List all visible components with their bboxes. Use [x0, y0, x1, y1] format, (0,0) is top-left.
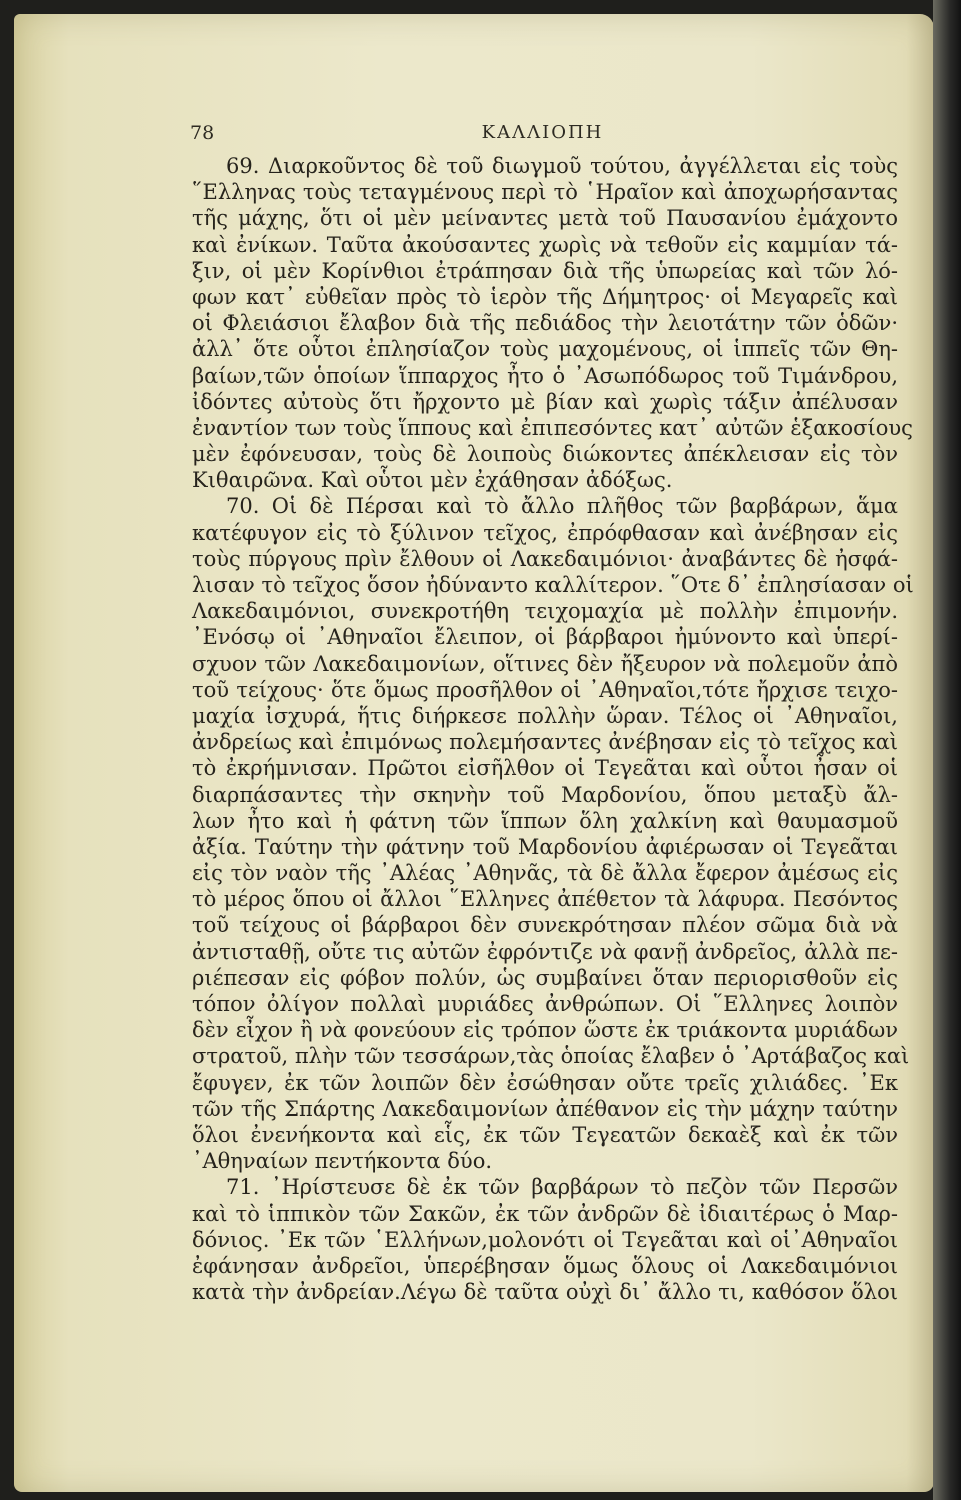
text-line: καὶ τὸ ἱππικὸν τῶν Σακῶν, ἐκ τῶν ἀνδρῶν δὲ ἰδιαιτέρως ὁ Μαρ-	[192, 1201, 898, 1226]
text-line: μὲν ἐφόνευσαν, τοὺς δὲ λοιποὺς διώκοντες ἀπέκλεισαν εἰς τὸν	[192, 442, 898, 467]
text-line: ἀντισταθῇ, οὔτε τις αὐτῶν ἐφρόντιζε νὰ φανῇ ἀνδρεῖος, ἀλλὰ πε-	[192, 939, 898, 964]
text-line: τῆς μάχης, ὅτι οἱ μὲν μείναντες μετὰ τοῦ Παυσανίου ἐμάχοντο	[192, 206, 898, 231]
book-edge	[933, 0, 961, 1500]
text-line: τὸ ἐκρήμνισαν. Πρῶτοι εἰσῆλθον οἱ Τεγεᾶται καὶ οὗτοι ἦσαν οἱ	[192, 756, 898, 781]
text-line: δόνιος. ᾿Εκ τῶν ῾Ελλήνων,μολονότι οἱ Τεγεᾶται καὶ οἱ᾿Αθηναῖοι	[192, 1227, 898, 1252]
text-line: καὶ ἐνίκων. Ταῦτα ἀκούσαντες χωρὶς νὰ τεθοῦν εἰς καμμίαν τά-	[192, 232, 898, 257]
text-line: τοῦ τείχους· ὅτε ὅμως προσῆλθον οἱ ᾿Αθηναῖοι,τότε ἤρχισε τειχο-	[192, 677, 898, 702]
text-line: ἐναντίον των τοὺς ἵππους καὶ ἐπιπεσόντες κατ᾿ αὐτῶν ἑξακοσίους	[192, 415, 913, 440]
text-line: ἀλλ᾿ ὅτε οὗτοι ἐπλησίαζον τοὺς μαχομένους, οἱ ἱππεῖς τῶν Θη-	[192, 337, 898, 362]
page-number: 78	[190, 122, 215, 144]
text-line: ἀξία. Ταύτην τὴν φάτνην τοῦ Μαρδονίου ἀφιέρωσαν οἱ Τεγεᾶται	[192, 834, 898, 859]
text-line: ᾿Αθηναίων πεντήκοντα δύο.	[192, 1149, 493, 1174]
text-line: μαχία ἰσχυρά, ἥτις διήρκεσε πολλὴν ὥραν. Τέλος οἱ ᾿Αθηναῖοι,	[192, 703, 898, 728]
text-line: κατέφυγον εἰς τὸ ξύλινον τεῖχος, ἐπρόφθασαν καὶ ἀνέβησαν εἰς	[192, 520, 898, 545]
text-line: τοῦ τείχους οἱ βάρβαροι δὲν συνεκρότησαν πλέον σῶμα διὰ νὰ	[192, 913, 898, 938]
text-line: ἰδόντες αὐτοὺς ὅτι ἤρχοντο μὲ βίαν καὶ χωρὶς τάξιν ἀπέλυσαν	[192, 389, 898, 414]
text-line: 71. ᾿Ηρίστευσε δὲ ἐκ τῶν βαρβάρων τὸ πεζὸν τῶν Περσῶν	[226, 1175, 898, 1200]
text-line: κατὰ τὴν ἀνδρείαν.Λέγω δὲ ταῦτα οὐχὶ δι᾿ ἄλλο τι, καθόσον ὅλοι	[192, 1280, 898, 1305]
text-line: σχυον τῶν Λακεδαιμονίων, οἵτινες δὲν ἤξευρον νὰ πολεμοῦν ἀπὸ	[192, 651, 898, 676]
text-line: ᾿Ενόσῳ οἱ ᾿Αθηναῖοι ἔλειπον, οἱ βάρβαροι ἠμύνοντο καὶ ὑπερί-	[192, 625, 898, 650]
text-line: οἱ Φλειάσιοι ἔλαβον διὰ τῆς πεδιάδος τὴν λειοτάτην τῶν ὁδῶν·	[192, 311, 898, 336]
text-line: λισαν τὸ τεῖχος ὅσον ἠδύναντο καλλίτερον. ῞Οτε δ᾿ ἐπλησίασαν οἱ	[192, 573, 914, 597]
text-line: ὅλοι ἐνενήκοντα καὶ εἷς, ἐκ τῶν Τεγεατῶν δεκαὲξ καὶ ἐκ τῶν	[192, 1122, 898, 1147]
text-line: 69. Διαρκοῦντος δὲ τοῦ διωγμοῦ τούτου, ἀγγέλλεται εἰς τοὺς	[226, 154, 898, 178]
text-line: εἰς τὸν ναὸν τῆς ᾿Αλέας ᾿Αθηνᾶς, τὰ δὲ ἄλλα ἔφερον ἀμέσως εἰς	[192, 861, 898, 886]
text-line: Λακεδαιμόνιοι, συνεκροτήθη τειχομαχία μὲ πολλὴν ἐπιμονήν.	[192, 599, 898, 624]
text-line: 70. Οἱ δὲ Πέρσαι καὶ τὸ ἄλλο πλῆθος τῶν βαρβάρων, ἅμα	[226, 494, 898, 519]
text-line: διαρπάσαντες τὴν σκηνὴν τοῦ Μαρδονίου, ὅπου μεταξὺ ἄλ-	[192, 782, 898, 807]
text-line: ξιν, οἱ μὲν Κορίνθιοι ἐτράπησαν διὰ τῆς ὑπωρείας καὶ τῶν λό-	[192, 258, 898, 283]
running-head	[190, 122, 895, 152]
text-line: τόπον ὀλίγον πολλαὶ μυριάδες ἀνθρώπων. Οἱ ῞Ελληνες λοιπὸν	[192, 992, 898, 1016]
body-text	[192, 153, 914, 1305]
text-line: λων ἦτο καὶ ἡ φάτνη τῶν ἵππων ὅλη χαλκίνη καὶ θαυμασμοῦ	[192, 808, 898, 833]
text-line: βαίων,τῶν ὁποίων ἵππαρχος ἦτο ὁ ᾿Ασωπόδωρος τοῦ Τιμάνδρου,	[192, 363, 898, 388]
text-line: ἐφάνησαν ἀνδρεῖοι, ὑπερέβησαν ὅμως ὅλους οἱ Λακεδαιμόνιοι	[192, 1253, 898, 1278]
text-line: φων κατ᾿ εὐθεῖαν πρὸς τὸ ἱερὸν τῆς Δήμητρος· οἱ Μεγαρεῖς καὶ	[192, 284, 898, 309]
text-line: τοὺς πύργους πρὶν ἔλθουν οἱ Λακεδαιμόνιοι· ἀναβάντες δὲ ἠσφά-	[192, 546, 898, 571]
text-line: τὸ μέρος ὅπου οἱ ἄλλοι ῞Ελληνες ἀπέθετον τὰ λάφυρα. Πεσόντος	[192, 887, 898, 912]
text-line: δὲν εἶχον ἢ νὰ φονεύουν εἰς τρόπον ὥστε ἐκ τριάκοντα μυριάδων	[192, 1018, 898, 1043]
text-line: Κιθαιρῶνα. Καὶ οὗτοι μὲν ἐχάθησαν ἀδόξως.	[192, 468, 673, 493]
text-line: ἀνδρείως καὶ ἐπιμόνως πολεμήσαντες ἀνέβησαν εἰς τὸ τεῖχος καὶ	[192, 730, 898, 755]
running-title: ΚΑΛΛΙΟΠΗ	[481, 122, 604, 143]
text-line: ριέπεσαν εἰς φόβον πολύν, ὡς συμβαίνει ὅταν περιορισθοῦν εἰς	[192, 965, 898, 990]
text-line: τῶν τῆς Σπάρτης Λακεδαιμονίων ἀπέθανον εἰς τὴν μάχην ταύτην	[192, 1096, 898, 1121]
text-line: ἔφυγεν, ἐκ τῶν λοιπῶν δὲν ἐσώθησαν οὔτε τρεῖς χιλιάδες. ᾿Εκ	[192, 1070, 898, 1095]
text-line: στρατοῦ, πλὴν τῶν τεσσάρων,τὰς ὁποίας ἔλαβεν ὁ ᾿Αρτάβαζος καὶ	[192, 1044, 910, 1069]
text-line: ῞Ελληνας τοὺς τεταγμένους περὶ τὸ ῾Ηραῖον καὶ ἀποχωρήσαντας	[192, 180, 898, 205]
